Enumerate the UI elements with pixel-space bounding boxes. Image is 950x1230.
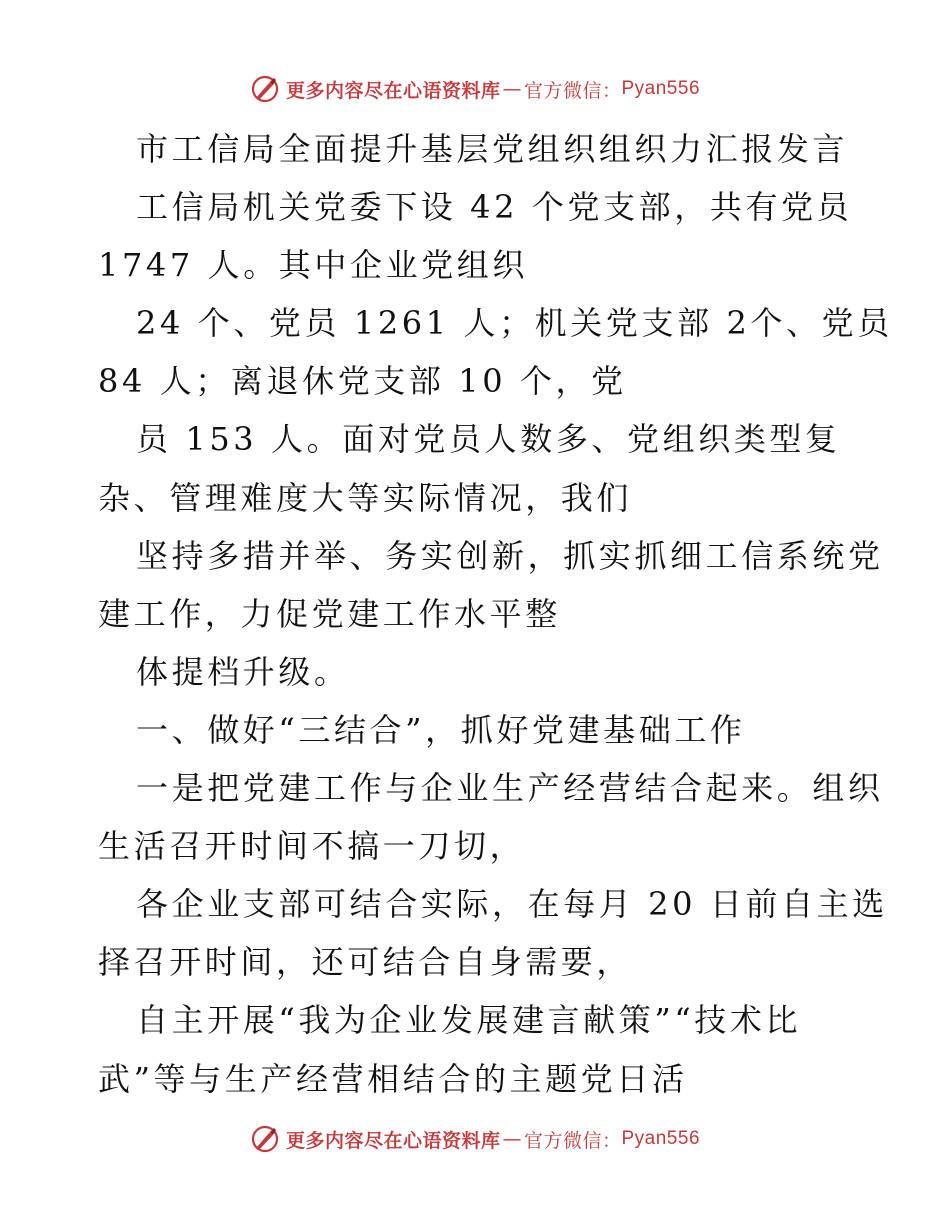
- text-line: 择召开时间，还可结合自身需要，: [98, 943, 633, 982]
- watermark-wechat-label: 官方微信：: [523, 1129, 622, 1152]
- text-line: 各企业支部可结合实际，在每月 20 日前自主选: [136, 885, 888, 924]
- text-line: 坚持多措并举、务实创新，抓实抓细工信系统党: [136, 536, 884, 575]
- text-line: 生活召开时间不搞一刀切，: [98, 827, 526, 866]
- watermark-text: 更多内容尽在心语资料库: [285, 1129, 501, 1152]
- watermark-wechat-label: 官方微信：: [523, 79, 622, 102]
- text-line: 员 153 人。面对党员人数多、党组织类型复: [136, 420, 841, 459]
- text-line: 一是把党建工作与企业生产经营结合起来。组织: [136, 769, 884, 808]
- text-line: 1747 人。其中企业党组织: [98, 246, 529, 285]
- section-heading: 一、做好“三结合”，抓好党建基础工作: [136, 710, 746, 749]
- text-line: 武”等与生产经营相结合的主题党日活: [98, 1059, 688, 1098]
- footer-watermark: [0, 1124, 950, 1154]
- document-body: [98, 120, 893, 1108]
- watermark-wechat-id: Pyan556: [621, 1128, 701, 1149]
- document-title: 市工信局全面提升基层党组织组织力汇报发言: [136, 130, 849, 168]
- watermark-wechat-id: Pyan556: [621, 78, 701, 99]
- text-line: 工信局机关党委下设 42 个党支部，共有党员: [136, 188, 853, 227]
- watermark-separator: —: [502, 1128, 522, 1150]
- watermark-separator: —: [502, 78, 522, 100]
- text-line: 体提档升级。: [136, 652, 350, 691]
- text-line: 建工作，力促党建工作水平整: [98, 594, 561, 633]
- text-line: 84 人；离退休党支部 10 个，党: [98, 362, 627, 401]
- text-line: 杂、管理难度大等实际情况，我们: [98, 478, 633, 517]
- pen-logo-icon: [250, 1124, 280, 1154]
- watermark-text: 更多内容尽在心语资料库: [285, 79, 501, 102]
- text-line: 24 个、党员 1261 人；机关党支部 2个、党员: [136, 304, 893, 343]
- header-watermark: [0, 74, 950, 104]
- pen-logo-icon: [250, 74, 280, 104]
- text-line: 自主开展“我为企业发展建言献策”“技术比: [136, 1001, 802, 1040]
